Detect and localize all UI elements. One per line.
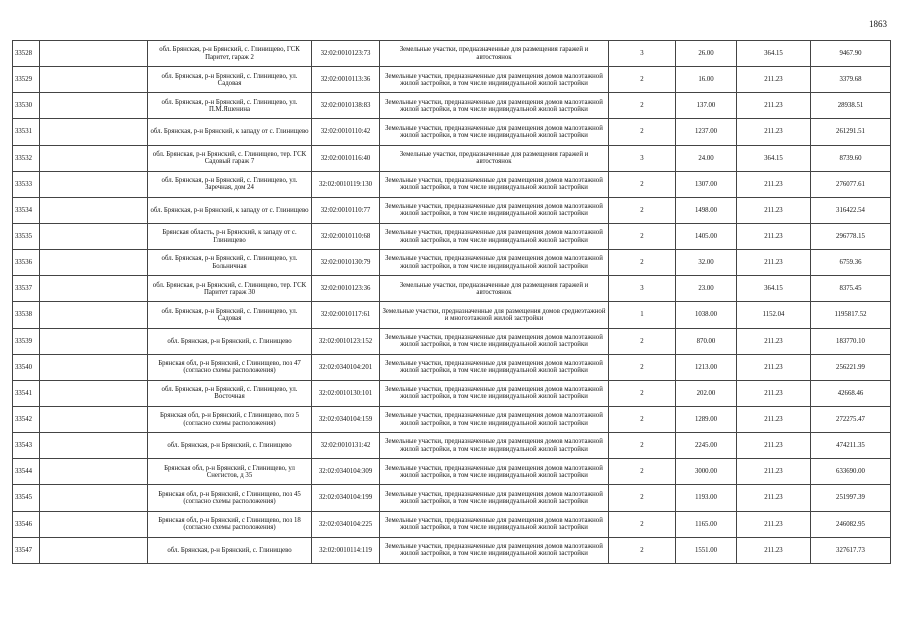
cost-cell: 6759.36 [811, 250, 891, 276]
group-cell: 2 [609, 433, 676, 459]
address-cell: обл. Брянская, р-н Брянский, с. Глинищево, тер. ГСК Садовый гараж 7 [148, 145, 312, 171]
empty-cell [40, 302, 148, 328]
empty-cell [40, 145, 148, 171]
cost-cell: 272275.47 [811, 406, 891, 432]
group-cell: 2 [609, 459, 676, 485]
address-cell: обл. Брянская, р-н Брянский, к западу от с. Глинищево [148, 119, 312, 145]
row-number-cell: 33532 [13, 145, 40, 171]
cadastral-number-cell: 32:02:0010110:42 [312, 119, 380, 145]
row-number-cell: 33545 [13, 485, 40, 511]
rate-cell: 364.15 [737, 41, 811, 67]
group-cell: 2 [609, 119, 676, 145]
empty-cell [40, 276, 148, 302]
area-cell: 202.00 [676, 380, 737, 406]
table-row [13, 197, 891, 223]
row-number-cell: 33537 [13, 276, 40, 302]
cost-cell: 327617.73 [811, 537, 891, 563]
empty-cell [40, 197, 148, 223]
land-use-cell: Земельные участки, предназначенные для размещения домов малоэтажной жилой застройки, в том числе индивидуальной жилой застройки [380, 433, 609, 459]
cadastral-number-cell: 32:02:0340104:309 [312, 459, 380, 485]
land-use-cell: Земельные участки, предназначенные для размещения домов малоэтажной жилой застройки, в том числе индивидуальной жилой застройки [380, 380, 609, 406]
group-cell: 2 [609, 197, 676, 223]
address-cell: обл. Брянская, р-н Брянский, с. Глинищево [148, 433, 312, 459]
table-row [13, 41, 891, 67]
land-use-cell: Земельные участки, предназначенные для размещения домов малоэтажной жилой застройки, в том числе индивидуальной жилой застройки [380, 171, 609, 197]
area-cell: 1165.00 [676, 511, 737, 537]
group-cell: 2 [609, 485, 676, 511]
area-cell: 1213.00 [676, 354, 737, 380]
table-row [13, 119, 891, 145]
empty-cell [40, 328, 148, 354]
empty-cell [40, 171, 148, 197]
empty-cell [40, 41, 148, 67]
group-cell: 2 [609, 328, 676, 354]
address-cell: обл. Брянская, р-н Брянский, с. Глинищево, ул. Восточная [148, 380, 312, 406]
row-number-cell: 33540 [13, 354, 40, 380]
table-row [13, 276, 891, 302]
group-cell: 2 [609, 380, 676, 406]
cost-cell: 256221.99 [811, 354, 891, 380]
cadastral-number-cell: 32:02:0010113:36 [312, 67, 380, 93]
area-cell: 3000.00 [676, 459, 737, 485]
address-cell: Брянская обл, р-н Брянский, с Глинищево, поз 5 (согласно схемы расположения) [148, 406, 312, 432]
group-cell: 2 [609, 537, 676, 563]
land-use-cell: Земельные участки, предназначенные для размещения домов малоэтажной жилой застройки, в том числе индивидуальной жилой застройки [380, 93, 609, 119]
row-number-cell: 33531 [13, 119, 40, 145]
address-cell: Брянская область, р-н Брянский, к западу от с. Глинищево [148, 223, 312, 249]
row-number-cell: 33541 [13, 380, 40, 406]
land-use-cell: Земельные участки, предназначенные для размещения гаражей и автостоянок [380, 41, 609, 67]
group-cell: 2 [609, 406, 676, 432]
land-use-cell: Земельные участки, предназначенные для размещения домов малоэтажной жилой застройки, в том числе индивидуальной жилой застройки [380, 328, 609, 354]
area-cell: 137.00 [676, 93, 737, 119]
cadastral-number-cell: 32:02:0010123:36 [312, 276, 380, 302]
cost-cell: 474211.35 [811, 433, 891, 459]
land-use-cell: Земельные участки, предназначенные для размещения домов малоэтажной жилой застройки, в том числе индивидуальной жилой застройки [380, 223, 609, 249]
area-cell: 870.00 [676, 328, 737, 354]
row-number-cell: 33543 [13, 433, 40, 459]
page-number: 1863 [869, 19, 887, 29]
row-number-cell: 33530 [13, 93, 40, 119]
empty-cell [40, 537, 148, 563]
address-cell: обл. Брянская, р-н Брянский, с. Глинищево, ул. Больничная [148, 250, 312, 276]
table-row [13, 511, 891, 537]
table-row [13, 459, 891, 485]
rate-cell: 211.23 [737, 119, 811, 145]
cost-cell: 276077.61 [811, 171, 891, 197]
cadastral-number-cell: 32:02:0010119:130 [312, 171, 380, 197]
rate-cell: 211.23 [737, 223, 811, 249]
rate-cell: 211.23 [737, 380, 811, 406]
cadastral-number-cell: 32:02:0010116:40 [312, 145, 380, 171]
cost-cell: 251997.39 [811, 485, 891, 511]
empty-cell [40, 511, 148, 537]
table-row [13, 354, 891, 380]
table-row [13, 380, 891, 406]
area-cell: 26.00 [676, 41, 737, 67]
area-cell: 1498.00 [676, 197, 737, 223]
address-cell: Брянская обл, р-н Брянский, с Глинищево, ул Снегистов, д 35 [148, 459, 312, 485]
land-use-cell: Земельные участки, предназначенные для размещения домов малоэтажной жилой застройки, в том числе индивидуальной жилой застройки [380, 119, 609, 145]
cadastral-number-cell: 32:02:0010130:79 [312, 250, 380, 276]
land-use-cell: Земельные участки, предназначенные для размещения домов малоэтажной жилой застройки, в том числе индивидуальной жилой застройки [380, 511, 609, 537]
area-cell: 1307.00 [676, 171, 737, 197]
row-number-cell: 33546 [13, 511, 40, 537]
empty-cell [40, 354, 148, 380]
land-use-cell: Земельные участки, предназначенные для размещения домов малоэтажной жилой застройки, в том числе индивидуальной жилой застройки [380, 250, 609, 276]
row-number-cell: 33542 [13, 406, 40, 432]
area-cell: 1038.00 [676, 302, 737, 328]
group-cell: 3 [609, 276, 676, 302]
empty-cell [40, 67, 148, 93]
cost-cell: 183770.10 [811, 328, 891, 354]
cost-cell: 42668.46 [811, 380, 891, 406]
cadastral-value-table [12, 40, 891, 564]
area-cell: 16.00 [676, 67, 737, 93]
group-cell: 2 [609, 511, 676, 537]
group-cell: 2 [609, 250, 676, 276]
rate-cell: 211.23 [737, 406, 811, 432]
row-number-cell: 33536 [13, 250, 40, 276]
address-cell: обл. Брянская, р-н Брянский, с. Глинищево, ГСК Паритет, гараж 2 [148, 41, 312, 67]
rate-cell: 211.23 [737, 250, 811, 276]
row-number-cell: 33529 [13, 67, 40, 93]
cadastral-number-cell: 32:02:0010123:152 [312, 328, 380, 354]
group-cell: 1 [609, 302, 676, 328]
table-row [13, 145, 891, 171]
cost-cell: 8375.45 [811, 276, 891, 302]
cost-cell: 246082.95 [811, 511, 891, 537]
group-cell: 2 [609, 354, 676, 380]
rate-cell: 211.23 [737, 354, 811, 380]
address-cell: обл. Брянская, р-н Брянский, с. Глинищево, тер. ГСК Паритет гараж 30 [148, 276, 312, 302]
table-row [13, 406, 891, 432]
cadastral-number-cell: 32:02:0010138:83 [312, 93, 380, 119]
cost-cell: 633690.00 [811, 459, 891, 485]
empty-cell [40, 250, 148, 276]
table-row [13, 485, 891, 511]
table-row [13, 433, 891, 459]
empty-cell [40, 223, 148, 249]
land-use-cell: Земельные участки, предназначенные для размещения домов малоэтажной жилой застройки, в том числе индивидуальной жилой застройки [380, 354, 609, 380]
cadastral-number-cell: 32:02:0010117:61 [312, 302, 380, 328]
address-cell: Брянская обл, р-н Брянский, с Глинищево, поз 45 (согласно схемы расположения) [148, 485, 312, 511]
cadastral-number-cell: 32:02:0010131:42 [312, 433, 380, 459]
row-number-cell: 33534 [13, 197, 40, 223]
group-cell: 2 [609, 93, 676, 119]
group-cell: 2 [609, 223, 676, 249]
table-row [13, 223, 891, 249]
cadastral-number-cell: 32:02:0340104:199 [312, 485, 380, 511]
cost-cell: 28938.51 [811, 93, 891, 119]
rate-cell: 211.23 [737, 197, 811, 223]
table-row [13, 171, 891, 197]
land-use-cell: Земельные участки, предназначенные для размещения домов малоэтажной жилой застройки, в том числе индивидуальной жилой застройки [380, 197, 609, 223]
table-row [13, 302, 891, 328]
address-cell: обл. Брянская, р-н Брянский, с. Глинищево, ул. Садовая [148, 302, 312, 328]
row-number-cell: 33539 [13, 328, 40, 354]
rate-cell: 211.23 [737, 171, 811, 197]
rate-cell: 211.23 [737, 93, 811, 119]
address-cell: обл. Брянская, р-н Брянский, с. Глинищево, ул. Заречная, дом 24 [148, 171, 312, 197]
empty-cell [40, 93, 148, 119]
group-cell: 2 [609, 67, 676, 93]
land-use-cell: Земельные участки, предназначенные для размещения гаражей и автостоянок [380, 276, 609, 302]
table-row [13, 537, 891, 563]
cadastral-number-cell: 32:02:0010110:68 [312, 223, 380, 249]
group-cell: 2 [609, 171, 676, 197]
area-cell: 32.00 [676, 250, 737, 276]
address-cell: обл. Брянская, р-н Брянский, с. Глинищево, ул. Садовая [148, 67, 312, 93]
address-cell: обл. Брянская, р-н Брянский, с. Глинищево, ул. П.М.Яшенина [148, 93, 312, 119]
area-cell: 1237.00 [676, 119, 737, 145]
cost-cell: 296778.15 [811, 223, 891, 249]
table-row [13, 93, 891, 119]
address-cell: Брянская обл, р-н Брянский, с Глинищево, поз 18 (согласно схемы расположения) [148, 511, 312, 537]
rate-cell: 211.23 [737, 485, 811, 511]
row-number-cell: 33547 [13, 537, 40, 563]
rate-cell: 211.23 [737, 67, 811, 93]
rate-cell: 211.23 [737, 459, 811, 485]
land-use-cell: Земельные участки, предназначенные для размещения домов среднеэтажной и многоэтажной жилой застройки [380, 302, 609, 328]
area-cell: 24.00 [676, 145, 737, 171]
address-cell: Брянская обл, р-н Брянский, с Глинищево, поз 47 (согласно схемы расположения) [148, 354, 312, 380]
rate-cell: 211.23 [737, 328, 811, 354]
cadastral-number-cell: 32:02:0340104:225 [312, 511, 380, 537]
area-cell: 1289.00 [676, 406, 737, 432]
rate-cell: 1152.04 [737, 302, 811, 328]
empty-cell [40, 433, 148, 459]
cadastral-value-table-container [12, 40, 890, 564]
area-cell: 2245.00 [676, 433, 737, 459]
rate-cell: 211.23 [737, 433, 811, 459]
rate-cell: 364.15 [737, 145, 811, 171]
address-cell: обл. Брянская, р-н Брянский, к западу от с. Глинищево [148, 197, 312, 223]
area-cell: 23.00 [676, 276, 737, 302]
empty-cell [40, 380, 148, 406]
land-use-cell: Земельные участки, предназначенные для размещения домов малоэтажной жилой застройки, в том числе индивидуальной жилой застройки [380, 67, 609, 93]
empty-cell [40, 459, 148, 485]
cost-cell: 8739.60 [811, 145, 891, 171]
cadastral-number-cell: 32:02:0340104:159 [312, 406, 380, 432]
cost-cell: 316422.54 [811, 197, 891, 223]
empty-cell [40, 119, 148, 145]
row-number-cell: 33538 [13, 302, 40, 328]
land-use-cell: Земельные участки, предназначенные для размещения домов малоэтажной жилой застройки, в том числе индивидуальной жилой застройки [380, 459, 609, 485]
cadastral-number-cell: 32:02:0010130:101 [312, 380, 380, 406]
land-use-cell: Земельные участки, предназначенные для размещения домов малоэтажной жилой застройки, в том числе индивидуальной жилой застройки [380, 485, 609, 511]
cadastral-number-cell: 32:02:0010110:77 [312, 197, 380, 223]
row-number-cell: 33533 [13, 171, 40, 197]
rate-cell: 211.23 [737, 537, 811, 563]
address-cell: обл. Брянская, р-н Брянский, с. Глинищево [148, 537, 312, 563]
table-row [13, 328, 891, 354]
address-cell: обл. Брянская, р-н Брянский, с. Глинищево [148, 328, 312, 354]
row-number-cell: 33544 [13, 459, 40, 485]
area-cell: 1551.00 [676, 537, 737, 563]
land-use-cell: Земельные участки, предназначенные для размещения домов малоэтажной жилой застройки, в том числе индивидуальной жилой застройки [380, 406, 609, 432]
empty-cell [40, 485, 148, 511]
table-body [13, 41, 891, 564]
cost-cell: 261291.51 [811, 119, 891, 145]
area-cell: 1193.00 [676, 485, 737, 511]
row-number-cell: 33528 [13, 41, 40, 67]
cadastral-number-cell: 32:02:0010114:119 [312, 537, 380, 563]
table-row [13, 67, 891, 93]
row-number-cell: 33535 [13, 223, 40, 249]
cost-cell: 9467.90 [811, 41, 891, 67]
cadastral-number-cell: 32:02:0010123:73 [312, 41, 380, 67]
rate-cell: 211.23 [737, 511, 811, 537]
land-use-cell: Земельные участки, предназначенные для размещения гаражей и автостоянок [380, 145, 609, 171]
group-cell: 3 [609, 41, 676, 67]
empty-cell [40, 406, 148, 432]
table-row [13, 250, 891, 276]
cadastral-number-cell: 32:02:0340104:201 [312, 354, 380, 380]
land-use-cell: Земельные участки, предназначенные для размещения домов малоэтажной жилой застройки, в том числе индивидуальной жилой застройки [380, 537, 609, 563]
cost-cell: 3379.68 [811, 67, 891, 93]
cost-cell: 1195817.52 [811, 302, 891, 328]
group-cell: 3 [609, 145, 676, 171]
area-cell: 1405.00 [676, 223, 737, 249]
rate-cell: 364.15 [737, 276, 811, 302]
